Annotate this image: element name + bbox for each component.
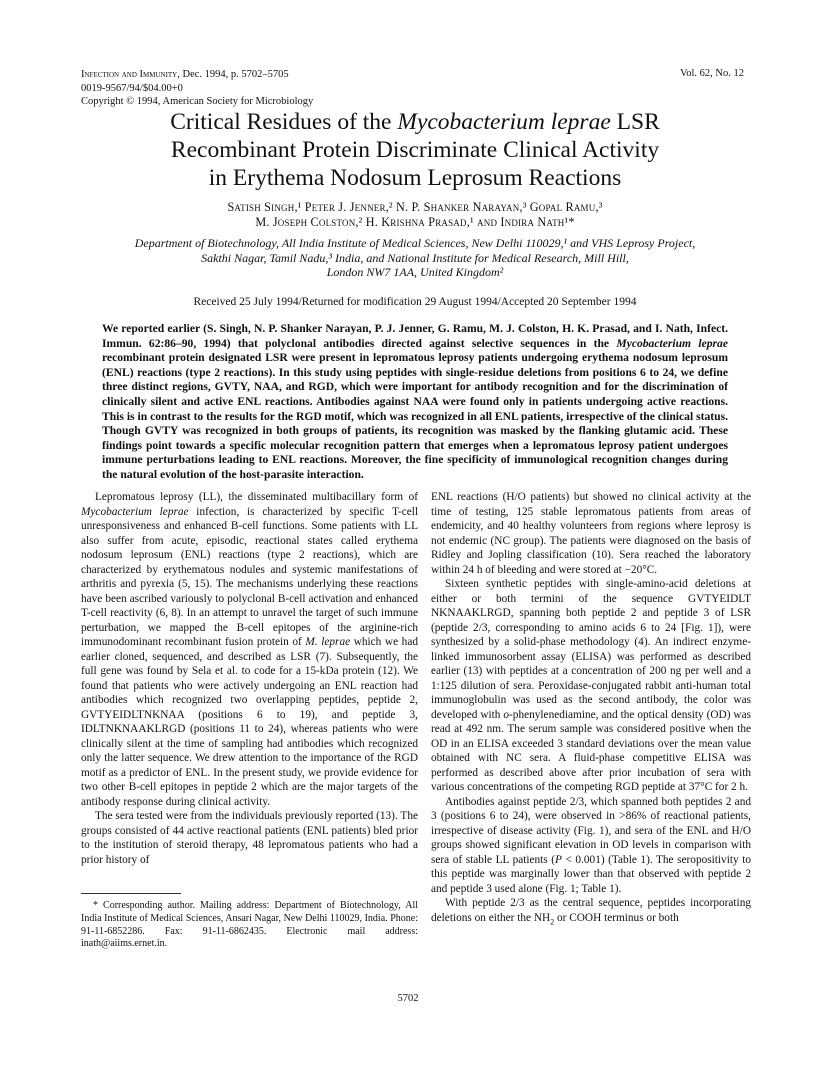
title-line1-post: LSR [610,109,660,135]
results-text-a: Antibodies against peptide 2/3, which spanned both peptides 2 and 3 (positions 6 to 24), were observed in >86% of reactional patients, irrespective of disease activity (Fig. 1), and sera of the ENL and H/O groups showed significant elevation in OD levels in comparison with sera of stable LL patients ( [431,795,751,866]
issue-date: , Dec. 1994, p. 5702–5705 [177,69,289,80]
abstract-species: Mycobacterium leprae [616,336,728,350]
intro-text-b: infection, is characterized by specific T-cell unresponsiveness and enhanced B-cell functions. Some patients with LL also suffer from acute, episodic, reactional states called erythema nodosum leprosum (ENL) reactions (type 2 reactions), which are characterized by erythematous nodules and systemic manifestations of arthritis and pyrexia (5, 15). The mechanisms underlying these reactions have been ascribed variously to polyclonal B-cell activation and enhanced T-cell reactivity (6, 8). In an attempt to unravel the target of such immune perturbation, we mapped the B-cell epitopes of the arginine-rich immunodominant recombinant fusion protein of [81,505,418,648]
paragraph-results [431,795,751,897]
page-number: 5702 [397,993,419,1004]
methods-text-a: Sixteen synthetic peptides with single-amino-acid deletions at either or both termini of the sequence GVTYEIDLT NKNAAKLRGD, spanning both peptide 2 and peptide 3 of LSR (peptide 2/3, corresponding to amino acids 6 to 24 [Fig. 1]), were synthesized by a solid-phase methodology (4). An indirect enzyme-linked immunosorbent assay (ELISA) was performed as described earlier (13) with peptides at a concentration of 200 ng per well and a 1:125 dilution of sera. Peroxidase-conjugated rabbit anti-human total immunoglobulin was used as the second antibody, the color was developed with [431,578,751,721]
intro-species2: M. leprae [305,636,351,648]
title-species: Mycobacterium leprae [397,109,611,135]
author-list [90,200,740,230]
intro-text-c: which we had earlier cloned, sequenced, and described as LSR (7). Subsequently, the full gene was found by Sela et al. to code for a 15-kDa protein (12). We found that patients who were actively undergoing an ENL reaction had antibodies which recognized two overlapping peptides, peptide 2, GVTYEIDLTNKNAA (positions 6 to 19), and peptide 3, IDLTNKNAAKLRGD (positions 11 to 24), whereas patients who were clinically silent at the time of sampling had antibodies which recognized only the latter sequence. We drew attention to the importance of the RGD motif as a predictor of ENL. In the present study, we provide evidence for two other B-cell epitopes in peptide 2 which are the major targets of the antibody response during clinical activity. [81,636,418,808]
body-column-right [431,490,751,925]
abstract [102,322,728,483]
paragraph-deletions [431,896,751,925]
deletions-subscript: 2 [550,916,555,926]
authors-line1: Satish Singh,¹ Peter J. Jenner,² N. P. Shanker Narayan,³ Gopal Ramu,³ [227,200,603,214]
methods-italic: o [503,708,510,721]
affiliation-line1: Department of Biotechnology, All India Institute of Medical Sciences, New Delhi 110029,¹ and VHS Leprosy Project, [134,236,696,250]
paragraph-continued: ENL reactions (H/O patients) but showed no clinical activity at the time of testing, 125 stable lepromatous patients from areas of endemicity, and 40 healthy volunteers from regions where leprosy is not endemic (NC group). The patients were diagnosed on the basis of Ridley and Jopling classification (10). Sera reached the laboratory within 24 h of bleeding and were stored at −20°C. [431,491,751,576]
footnote-divider [81,893,181,894]
paragraph-intro [81,490,418,809]
abstract-part1: We reported earlier (S. Singh, N. P. Shanker Narayan, P. J. Jenner, G. Ramu, M. J. Colston, H. K. Prasad, and I. Nath, Infect. Immun. 62:86–90, 1994) that polyclonal antibodies directed against selective sequences in the [102,322,728,350]
body-column-left [81,490,418,867]
issn-code: 0019-9567/94/$04.00+0 [81,82,183,94]
title-line2: Recombinant Protein Discriminate Clinical Activity [170,137,660,163]
journal-name: Infection and Immunity [81,69,178,80]
affiliation-line3: London NW7 1AA, United Kingdom² [326,265,504,279]
paragraph-methods [431,577,751,795]
abstract-part2: recombinant protein designated LSR were present in lepromatous leprosy patients undergoing erythema nodosum leprosum (ENL) reactions (type 2 reactions). In this study using peptides with single-residue deletions from positions 6 to 24, we define three distinct regions, GVTY, NAA, and RGD, which were important for antibody recognition and for the discrimination of clinically silent and active ENL reactions. Antibodies against NAA were found only in patients undergoing active reactions. This is in contrast to the results for the RGD motif, which was recognized in all ENL patients, irrespective of the clinical status. Though GVTY was recognized in both groups of patients, its recognition was masked by the flanking glutamic acid. These findings point towards a specific molecular recognition pattern that emerges when a lepromatous leprosy patient undergoes immune perturbations leading to ENL reactions. Moreover, the fine specificity of immunological recognition changes during the natural evolution of the host-parasite interaction. [102,351,728,481]
intro-text-a: Lepromatous leprosy (LL), the disseminated multibacillary form of [95,491,418,503]
methods-text-b: -phenylenediamine, and the optical density (OD) was read at 492 nm. The serum sample was considered positive when the OD in an ELISA exceeded 3 standard deviations over the mean value obtained with NC sera. A fluid-phase competitive ELISA was performed as described above after prior incubation of sera with various concentrations of the competing RGD peptide at 37°C for 2 h. [431,708,751,793]
copyright-line: Copyright © 1994, American Society for Microbiology [81,96,314,107]
title-line3: in Erythema Nodosum Leprosum Reactions [208,165,622,191]
affiliations [90,236,740,280]
results-text-b: < 0.001) (Table 1). The seropositivity to this peptide was marginally lower than that observed with peptide 2 and peptide 3 used alone (Fig. 1; Table 1). [431,853,751,895]
intro-species: Mycobacterium leprae [81,505,189,518]
volume-number: Vol. 62, No. 12 [680,68,744,79]
affiliation-line2: Sakthi Nagar, Tamil Nadu,³ India, and National Institute for Medical Research, Mill Hill, [201,250,629,265]
deletions-text-b: or COOH terminus or both [554,911,679,924]
running-header [81,68,313,109]
paragraph-sera: The sera tested were from the individuals previously reported (13). The groups consisted of 44 active reactional patients (ENL patients) bled prior to the institution of steroid therapy, 48 lepromatous patients who had a prior history of [81,810,418,866]
article-title [90,108,740,192]
deletions-text-a: With peptide 2/3 as the central sequence, peptides incorporating deletions on either the NH [431,897,751,924]
received-dates: Received 25 July 1994/Returned for modification 29 August 1994/Accepted 20 September 1994 [193,296,637,308]
title-line1-pre: Critical Residues of the [170,109,398,135]
corresponding-author-footnote: * Corresponding author. Mailing address: Department of Biotechnology, All India Institute of Medical Sciences, Ansari Nagar, New Delhi 110029, India. Phone: 91-11-6852286. Fax: 91-11-6862435. Electronic mail address: inath@aiims.ernet.in. [81,900,418,950]
authors-line2: M. Joseph Colston,² H. Krishna Prasad,¹ and Indira Nath¹* [255,215,575,229]
results-p-symbol: P [555,853,562,866]
